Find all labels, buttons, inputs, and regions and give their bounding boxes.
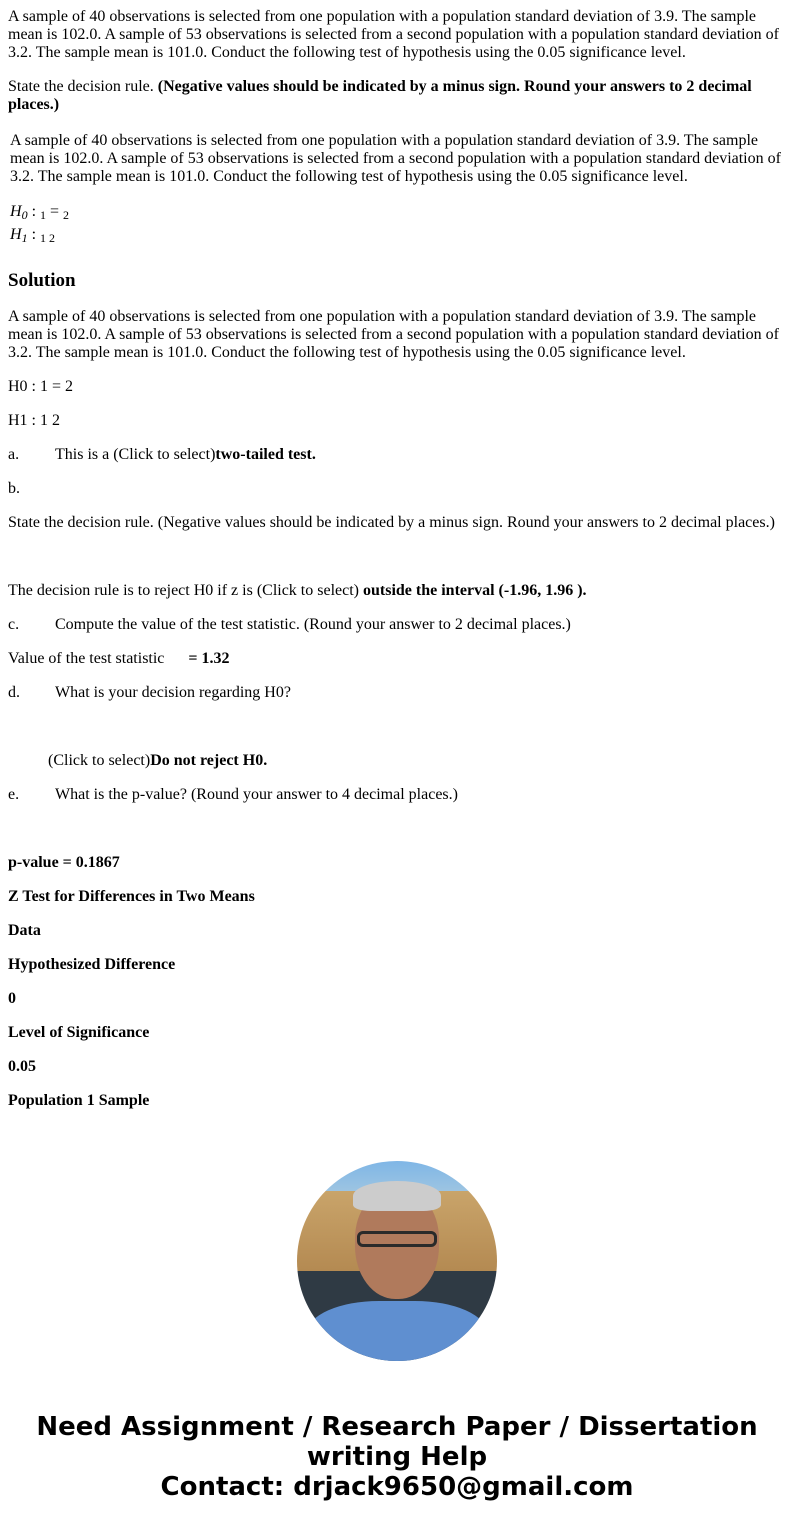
h1-mu1: 1: [40, 231, 47, 245]
test-statistic: [8, 650, 786, 668]
part-e: [8, 786, 786, 804]
part-d-decision: Do not reject H0.: [150, 752, 268, 769]
sig-value: [8, 1058, 786, 1076]
sig-label-text: Level of Significance: [8, 1024, 150, 1041]
part-b-label: b.: [8, 480, 20, 497]
part-a-text: This is a (Click to select): [55, 446, 216, 463]
banner-line-1: Need Assignment / Research Paper / Dissertation writing Help: [36, 1412, 758, 1472]
h1-sub: 1: [21, 231, 28, 245]
h1-mu2: 2: [46, 231, 56, 245]
part-d-answer: [8, 752, 786, 770]
h0-mu2: 2: [63, 208, 70, 222]
decision-prompt-note: (Negative values should be indicated by a minus sign. Round your answers to 2 decimal places.): [8, 78, 752, 113]
spacer: [8, 718, 786, 736]
glasses: [357, 1231, 437, 1247]
test-statistic-label: Value of the test statistic: [8, 650, 165, 667]
hyp-diff-label-text: Hypothesized Difference: [8, 956, 176, 973]
h0-mu1: 1: [40, 208, 47, 222]
solution-heading: Solution: [8, 270, 76, 291]
h0-op: =: [46, 203, 64, 220]
decision-prompt-text: State the decision rule.: [8, 78, 158, 95]
test-statistic-value: = 1.32: [188, 650, 230, 667]
document: [0, 8, 794, 1110]
hyp-diff-label: [8, 956, 786, 974]
data-label-text: Data: [8, 922, 41, 939]
author-photo: [297, 1161, 497, 1361]
part-d-label: d.: [8, 684, 20, 701]
p-value-text: p-value = 0.1867: [8, 854, 120, 871]
part-a-label: a.: [8, 446, 20, 463]
decision-rule: [8, 582, 786, 600]
h1-colon: :: [27, 226, 41, 243]
ztest-title-text: Z Test for Differences in Two Means: [8, 888, 255, 905]
null-hypothesis: [10, 202, 786, 225]
part-b-text: State the decision rule. (Negative values should be indicated by a minus sign. Round your answers to 2 decimal places.): [8, 514, 775, 531]
p-value: [8, 854, 786, 872]
part-e-text: What is the p-value? (Round your answer to 4 decimal places.): [55, 786, 458, 803]
sig-label: [8, 1024, 786, 1042]
solution-text: A sample of 40 observations is selected from one population with a population standard deviation of 3.9. The sample mean is 102.0. A sample of 53 observations is selected from a second population with a population standard deviation of 3.2. The sample mean is 101.0. Conduct the following test of hypothesis using the 0.05 significance level.: [8, 308, 779, 361]
pop1-label: [8, 1092, 786, 1110]
box-text: A sample of 40 observations is selected from one population with a population standard deviation of 3.9. The sample mean is 102.0. A sample of 53 observations is selected from a second population with a population standard deviation of 3.2. The sample mean is 101.0. Conduct the following test of hypothesis using the 0.05 significance level.: [10, 132, 781, 185]
problem-intro: A sample of 40 observations is selected from one population with a population standard deviation of 3.9. The sample mean is 102.0. A sample of 53 observations is selected from a second population with a population standard deviation of 3.2. The sample mean is 101.0. Conduct the following test of hypothesis using the 0.05 significance level.: [8, 8, 779, 61]
part-d: [8, 684, 786, 702]
solution-h0: H0 : 1 = 2: [8, 378, 74, 395]
part-e-label: e.: [8, 786, 20, 803]
contact-banner: [0, 1412, 794, 1502]
h0-sub: 0: [21, 208, 28, 222]
spacer: [8, 820, 786, 838]
h0-label: H: [10, 203, 22, 220]
shirt: [307, 1301, 487, 1361]
part-c-text: Compute the value of the test statistic. (Round your answer to 2 decimal places.): [55, 616, 571, 633]
h1-label: H: [10, 226, 22, 243]
solution-h1: H1 : 1 2: [8, 412, 60, 429]
decision-prompt: [8, 78, 786, 114]
problem-box: [10, 130, 786, 248]
data-label: [8, 922, 786, 940]
part-d-select: (Click to select): [48, 752, 151, 769]
decision-rule-text: The decision rule is to reject H0 if z is (Click to select): [8, 582, 363, 599]
sig-value-text: 0.05: [8, 1058, 36, 1075]
decision-rule-answer: outside the interval (-1.96, 1.96 ).: [363, 582, 587, 599]
hair: [353, 1181, 441, 1211]
h0-colon: :: [27, 203, 41, 220]
pop1-label-text: Population 1 Sample: [8, 1092, 150, 1109]
hyp-diff-value-text: 0: [8, 990, 16, 1007]
banner-contact: Contact: drjack9650@gmail.com: [160, 1472, 634, 1502]
hyp-diff-value: [8, 990, 786, 1008]
part-c-label: c.: [8, 616, 20, 633]
alt-hypothesis: [10, 225, 786, 248]
spacer: [8, 548, 786, 566]
ztest-title: [8, 888, 786, 906]
part-a-answer: two-tailed test.: [215, 446, 316, 463]
part-d-text: What is your decision regarding H0?: [55, 684, 291, 701]
part-c: [8, 616, 786, 634]
part-a: [8, 446, 786, 464]
